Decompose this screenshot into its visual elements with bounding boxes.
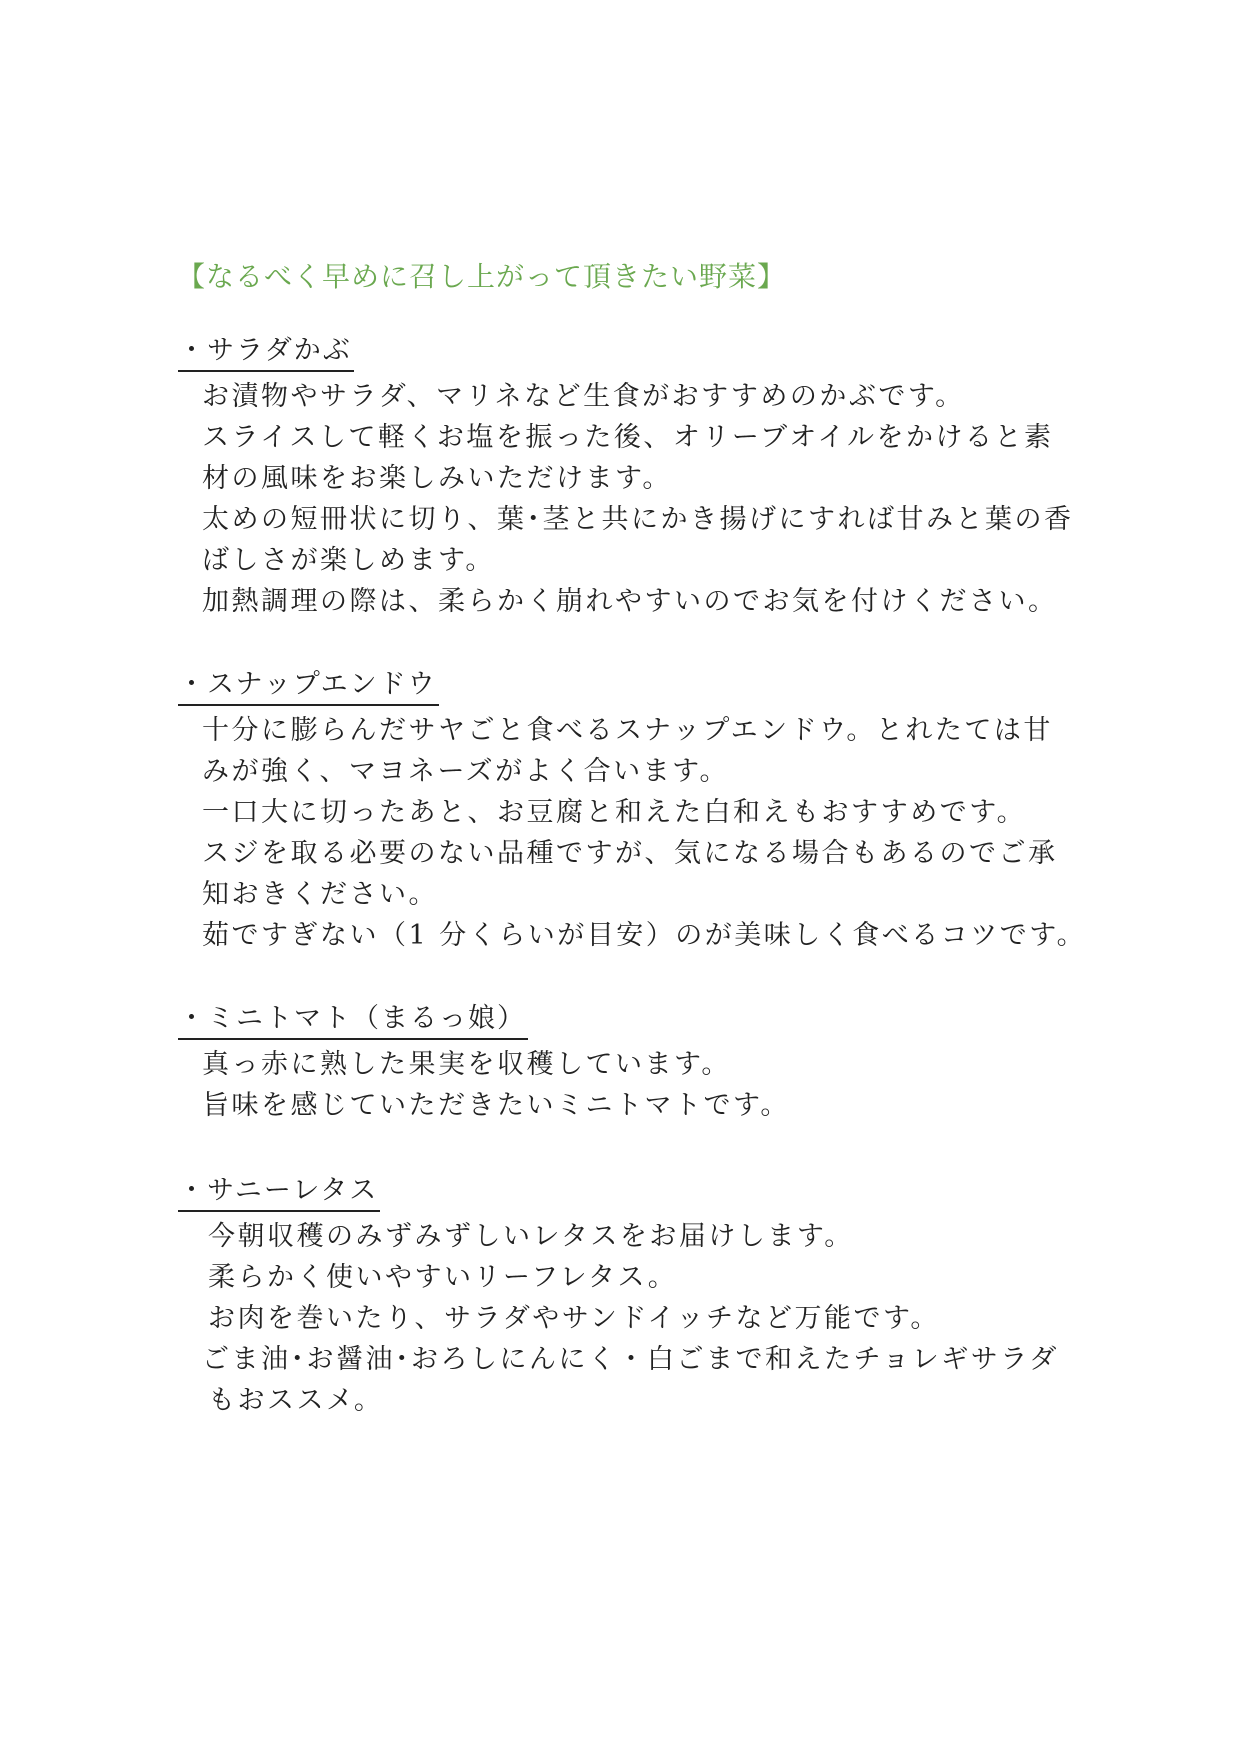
- text-line: 柔らかく使いやすいリーフレタス。: [208, 1262, 678, 1294]
- section-heading: ・スナップエンドウ: [178, 669, 439, 706]
- text-line: スジを取る必要のない品種ですが、気になる場合もあるのでご承: [202, 838, 1058, 870]
- text-line: お漬物やサラダ、マリネなど生食がおすすめのかぶです。: [202, 381, 965, 413]
- section-heading: ・サニーレタス: [178, 1175, 380, 1212]
- section-sunny-lettuce: [178, 1175, 1078, 1421]
- text-line: ごま油･お醤油･おろしにんにく・白ごまで和えたチョレギサラダ: [202, 1344, 1059, 1376]
- text-line: お肉を巻いたり、サラダやサンドイッチなど万能です。: [208, 1303, 940, 1335]
- text-line: もおススメ。: [208, 1385, 384, 1417]
- section-heading: ・サラダかぶ: [178, 335, 354, 372]
- text-line: ばしさが楽しめます。: [202, 545, 495, 577]
- text-line: 一口大に切ったあと、お豆腐と和えた白和えもおすすめです。: [202, 797, 1027, 829]
- text-line: 真っ赤に熟した果実を収穫しています。: [202, 1049, 731, 1081]
- text-line: 十分に膨らんだサヤごと食べるスナップエンドウ。とれたては甘: [202, 715, 1053, 747]
- text-line: みが強く、マヨネーズがよく合います。: [202, 756, 729, 788]
- section-salad-kabu: [178, 335, 1078, 622]
- text-line: 加熱調理の際は、柔らかく崩れやすいのでお気を付けください。: [202, 586, 1058, 618]
- text-line: 知おきください。: [202, 879, 438, 911]
- text-line: 旨味を感じていただきたいミニトマトです。: [202, 1090, 790, 1122]
- section-mini-tomato: [178, 1003, 1078, 1126]
- section-heading: ・ミニトマト（まるっ娘）: [178, 1003, 528, 1040]
- text-line: 材の風味をお楽しみいただけます。: [202, 463, 672, 495]
- page-title: 【なるべく早めに召し上がって頂きたい野菜】: [177, 260, 787, 293]
- text-line: 今朝収穫のみずみずしいレタスをお届けします。: [208, 1221, 854, 1253]
- text-line: スライスして軽くお塩を振った後、オリーブオイルをかけると素: [202, 422, 1054, 454]
- text-line: 茹ですぎない（1 分くらいが目安）のが美味しく食べるコツです。: [202, 920, 1087, 952]
- text-line: 太めの短冊状に切り、葉･茎と共にかき揚げにすれば甘みと葉の香: [202, 504, 1074, 536]
- section-snap-pea: [178, 669, 1087, 956]
